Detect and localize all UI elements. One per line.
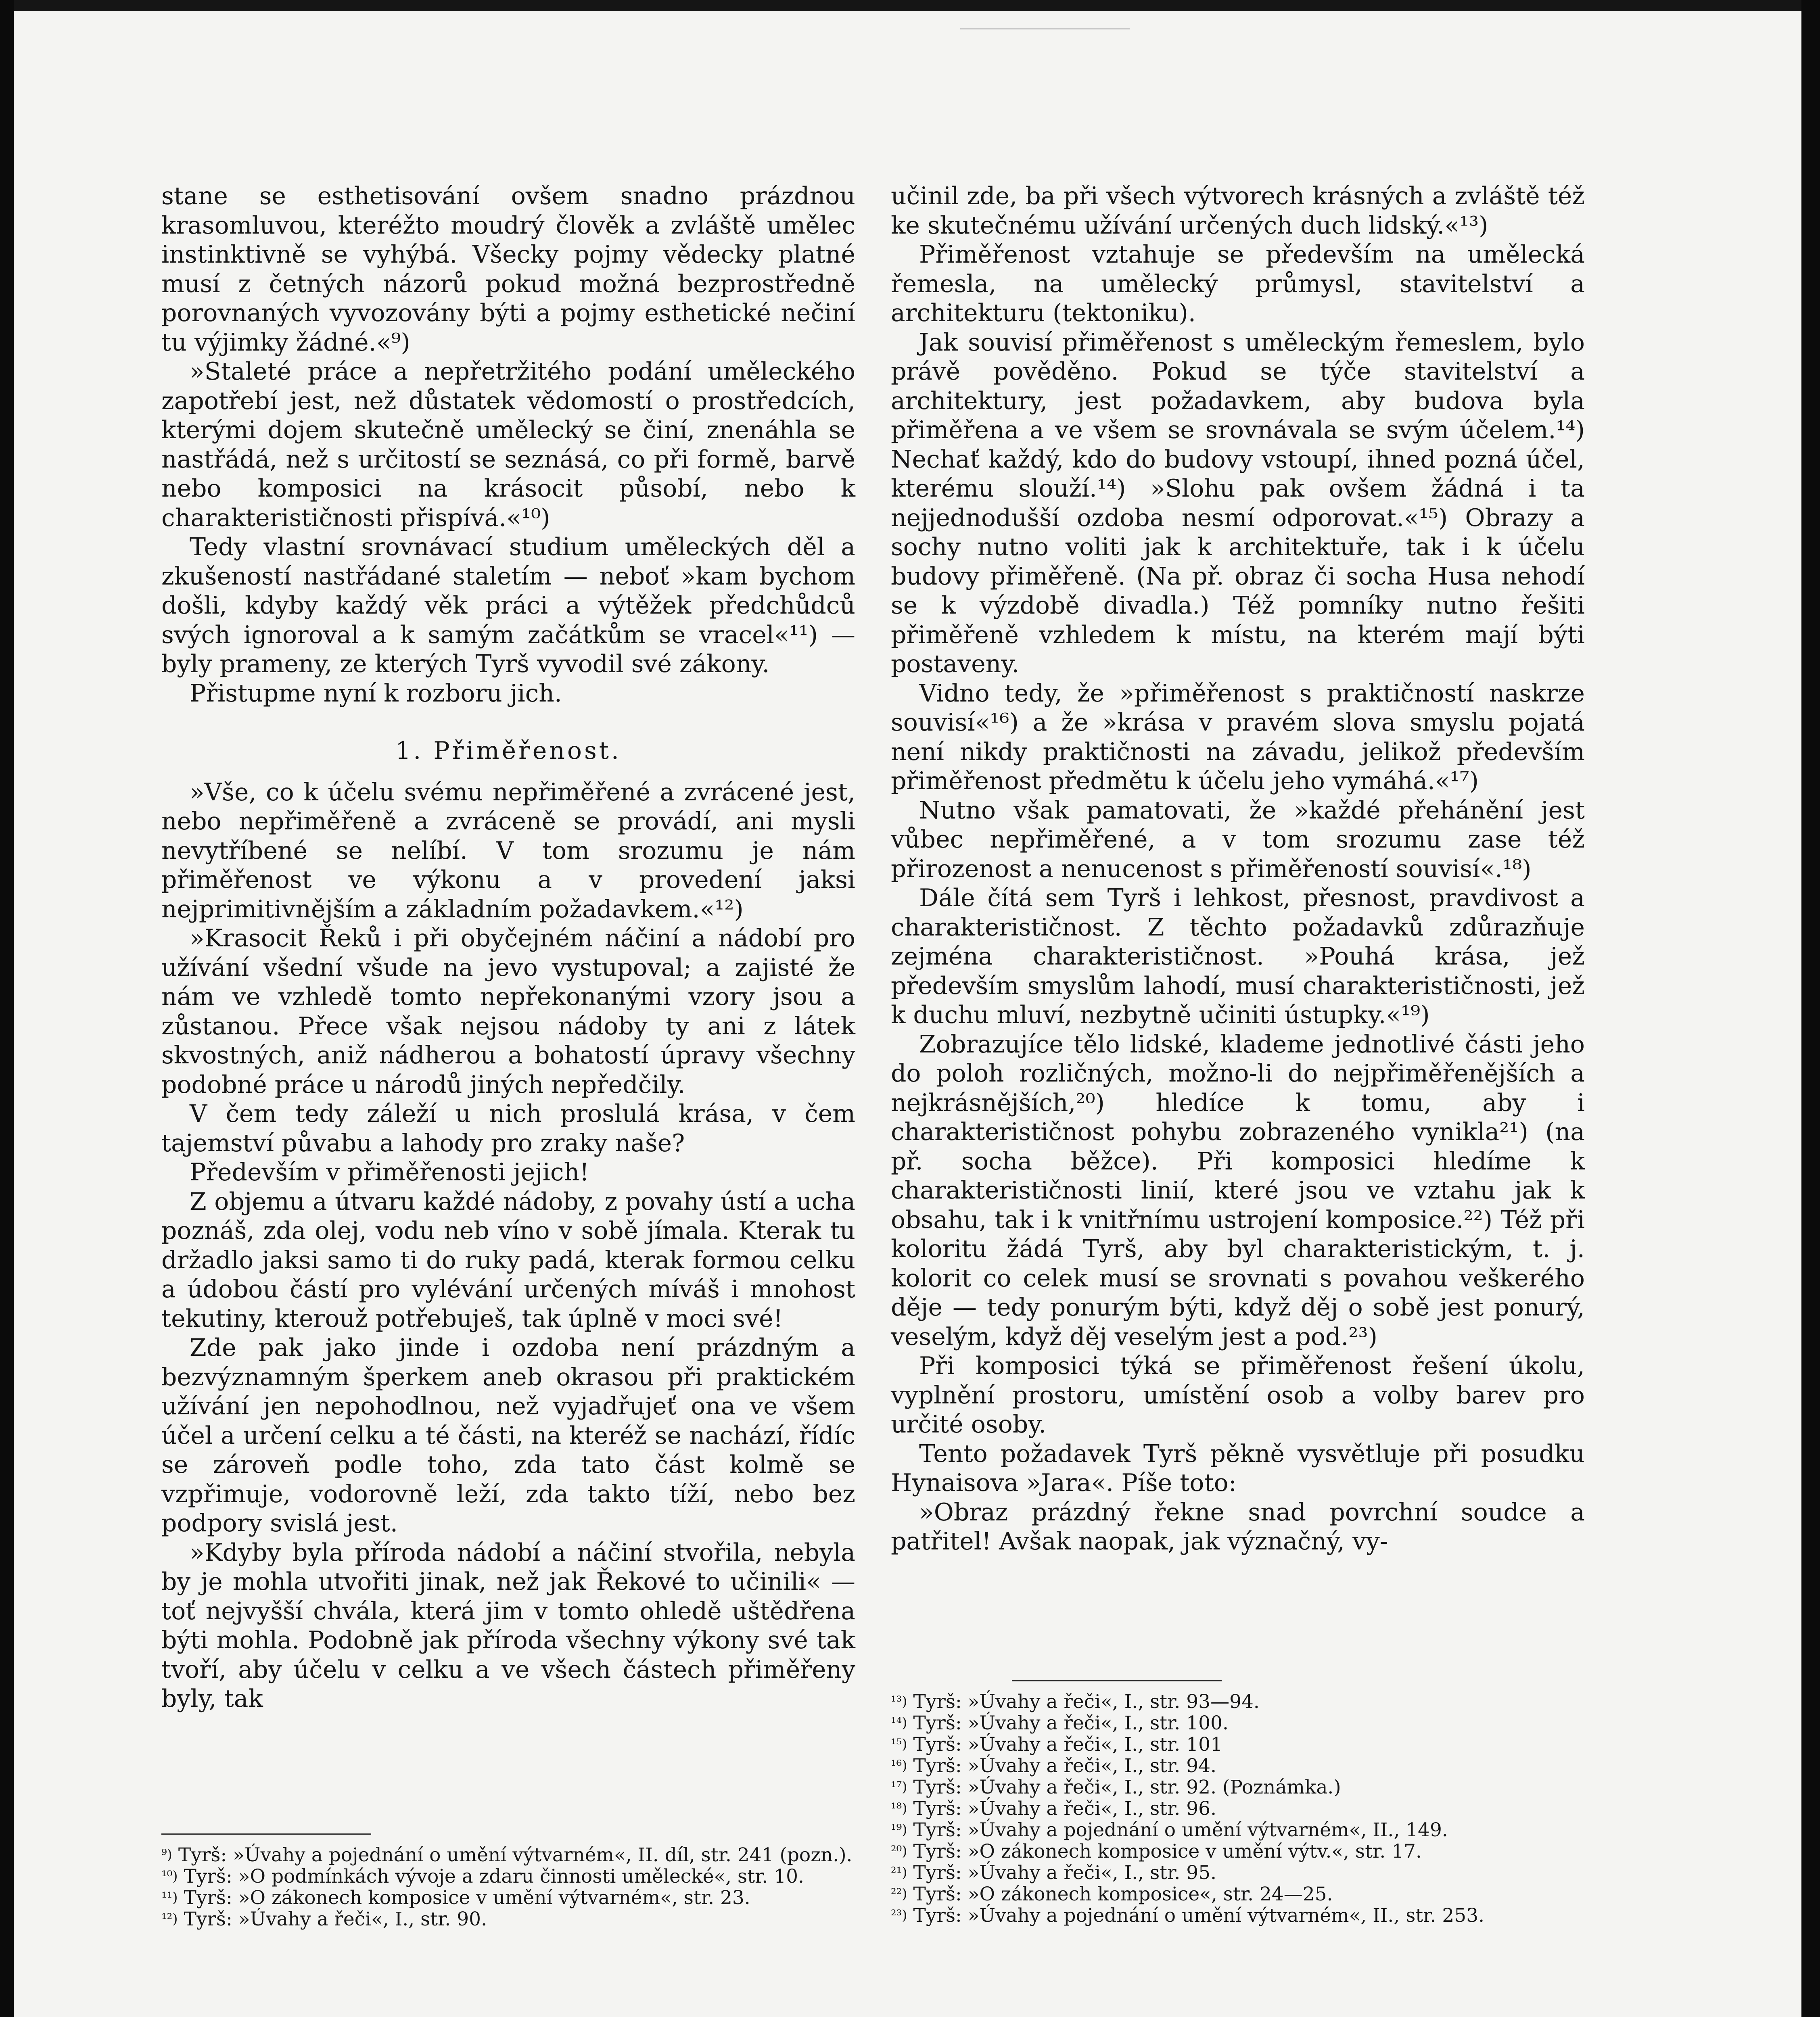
footnote: [891, 1734, 1585, 1755]
paragraph: V čem tedy záleží u nich proslulá krása, v čem tajemství půvabu a lahody pro zraky naše?: [161, 1100, 855, 1157]
paragraph: Přiměřenost vztahuje se především na umělecká řemesla, na umělecký průmysl, stavitelství a architekturu (tektoniku).: [891, 240, 1585, 327]
footnote-text: Tyrš: »O zákonech komposice v umění výtv.«, str. 17.: [913, 1840, 1422, 1862]
footnote-number: ²¹): [891, 1865, 907, 1881]
footnote-text: Tyrš: »Úvahy a řeči«, I., str. 101: [913, 1733, 1222, 1756]
footnote: [161, 1866, 855, 1887]
paragraph: Dále čítá sem Tyrš i lehkost, přesnost, pravdivost a charakterističnost. Z těchto požadavků zdůrazňuje zejména charakterističnost. »Pouhá krása, jež především smyslům lahodí, musí charakterističnosti, jež k duchu mluví, nezbytně učiniti ústupky.«¹⁹): [891, 884, 1585, 1029]
footnote-rule: [1012, 1680, 1222, 1681]
paragraph: Zde pak jako jinde i ozdoba není prázdným a bezvýznamným šperkem aneb okrasou při praktickém užívání jen nepohodlnou, než vyjadřujeť ona ve všem účel a určení celku a té části, na kteréž se nachází, řídíc se zároveň podle toho, zda tato část kolmě se vzpřimuje, vodorovně leží, zda takto tíží, nebo bez podpory svislá jest.: [161, 1334, 855, 1537]
paragraph: Tedy vlastní srovnávací studium uměleckých děl a zkušeností nastřádané staletím — neboť »kam bychom došli, kdyby každý věk práci a výtěžek předchůdců svých ignoroval a k samým začátkům se vracel«¹¹) — byly prameny, ze kterých Tyrš vyvodil své zákony.: [161, 533, 855, 678]
footnote-text: Tyrš: »Úvahy a řeči«, I., str. 95.: [913, 1862, 1217, 1884]
footnote-number: ¹²): [161, 1911, 178, 1927]
footnote: [891, 1691, 1585, 1712]
paragraph: stane se esthetisování ovšem snadno prázdnou krasomluvou, kteréžto moudrý člověk a zvláště umělec instinktivně se vyhýbá. Všecky pojmy vědecky platné musí z četných názorů pokud možná bezprostředně porovnaných vyvozovány býti a pojmy esthetické nečiní tu výjimky žádné.«⁹): [161, 182, 855, 357]
paragraph: Z objemu a útvaru každé nádoby, z povahy ústí a ucha poznáš, zda olej, vodu neb víno v sobě jímala. Kterak tu držadlo jaksi samo ti do ruky padá, kterak formou celku a údobou částí pro vylévání určených míváš i mnohost tekutiny, kterouž potřebuješ, tak úplně v moci své!: [161, 1187, 855, 1333]
paragraph: Vidno tedy, že »přiměřenost s praktičností naskrze souvisí«¹⁶) a že »krása v pravém slova smyslu pojatá není nikdy praktičnosti na závadu, jelikož především přiměřenost předmětu k účelu jeho vymáhá.«¹⁷): [891, 679, 1585, 795]
footnote: [891, 1712, 1585, 1734]
right-footnote-list: [891, 1691, 1585, 1926]
footnote-number: ²⁰): [891, 1843, 907, 1859]
footnote-text: Tyrš: »O podmínkách vývoje a zdaru činnosti umělecké«, str. 10.: [184, 1865, 804, 1888]
right-footnotes: [891, 1680, 1585, 1926]
right-column: [891, 182, 1585, 1556]
footnote-number: ¹⁹): [891, 1822, 907, 1838]
paragraph: Přistupme nyní k rozboru jich.: [190, 679, 562, 708]
left-footnote-list: [161, 1844, 855, 1930]
section-heading: 1. Přiměřenost.: [395, 737, 621, 765]
footnote: [891, 1841, 1585, 1862]
footnote-number: ¹⁰): [161, 1868, 178, 1884]
footnote: [161, 1908, 855, 1930]
paragraph: Především v přiměřenosti jejich!: [190, 1158, 589, 1186]
footnote: [161, 1844, 855, 1866]
footnote-number: ⁹): [161, 1847, 172, 1863]
footnote-text: Tyrš: »Úvahy a pojednání o umění výtvarném«, II., 149.: [913, 1819, 1448, 1841]
footnote-text: Tyrš: »Úvahy a řeči«, I., str. 90.: [184, 1908, 487, 1930]
paragraph: »Kdyby byla příroda nádobí a náčiní stvořila, nebyla by je mohla utvořiti jinak, než jak Řekové to učinili« — toť nejvyšší chvála, která jim v tomto ohledě uštědřena býti mohla. Podobně jak příroda všechny výkony své tak tvoří, aby účelu v celku a ve všech částech přiměřeny byly, tak: [161, 1538, 855, 1713]
footnote-text: Tyrš: »Úvahy a řeči«, I., str. 96.: [913, 1798, 1217, 1820]
paragraph: »Staleté práce a nepřetržitého podání uměleckého zapotřebí jest, než důstatek vědomostí o prostředcích, kterými dojem skutečně umělecký se činí, znenáhla se nastřádá, než s určitostí se seznásá, co při formě, barvě nebo komposici na krásocit působí, nebo k charakterističnosti přispívá.«¹⁰): [161, 357, 855, 532]
left-paragraphs: [161, 182, 855, 708]
footnote-number: ¹⁷): [891, 1779, 907, 1795]
footnote: [161, 1887, 855, 1908]
footnote: [891, 1819, 1585, 1841]
footnote: [891, 1755, 1585, 1777]
footnote: [891, 1777, 1585, 1798]
footnote-number: ²³): [891, 1907, 907, 1923]
footnote-number: ¹⁸): [891, 1800, 907, 1817]
paragraph: Zobrazujíce tělo lidské, klademe jednotlivé části jeho do poloh rozličných, možno-li do nejpřiměřenějších a nejkrásnějších,²⁰) hledíce k tomu, aby i charakterističnost pohybu zobrazeného vynikla²¹) (na př. socha běžce). Při komposici hledíme k charakterističnosti linií, které jsou ve vztahu jak k obsahu, tak i k vnitřnímu ustrojení komposice.²²) Též při koloritu žádá Tyrš, aby byl charakteristickým, t. j. kolorit co celek musí se srovnati s povahou veškerého děje — tedy ponurým býti, když děj o sobě jest ponurý, veselým, když děj veselým jest a pod.²³): [891, 1030, 1585, 1351]
footnote-text: Tyrš: »Úvahy a řeči«, I., str. 94.: [913, 1755, 1217, 1777]
paragraph: Jak souvisí přiměřenost s uměleckým řemeslem, bylo právě pověděno. Pokud se týče stavitelství a architektury, jest požadavkem, aby budova byla přiměřena a ve všem se srovnávala se svým účelem.¹⁴) Nechať každý, kdo do budovy vstoupí, ihned pozná účel, kterému slouží.¹⁴) »Slohu pak ovšem žádná i ta nejjednodušší ozdoba nesmí odporovat.«¹⁵) Obrazy a sochy nutno voliti jak k architektuře, tak i k účelu budovy přiměřeně. (Na př. obraz či socha Husa nehodí se k výzdobě divadla.) Též pomníky nutno řešiti přiměřeně vzhledem k místu, na kterém mají býti postaveny.: [891, 328, 1585, 678]
footnote-number: ¹⁶): [891, 1758, 907, 1774]
footnote-text: Tyrš: »Úvahy a řeči«, I., str. 100.: [913, 1712, 1229, 1734]
paragraph: »Obraz prázdný řekne snad povrchní soudce a patřitel! Avšak naopak, jak význačný, vy-: [891, 1498, 1585, 1556]
paragraph: »Vše, co k účelu svému nepřiměřené a zvrácené jest, nebo nepřiměřeně a zvráceně se provádí, ani mysli nevytříbené se nelíbí. V tom srozumu je nám přiměřenost ve výkonu a v provedení jaksi nejprimitivnějším a základním požadavkem.«¹²): [161, 778, 855, 923]
paragraph: učinil zde, ba při všech výtvorech krásných a zvláště též ke skutečnému užívání určených duch lidský.«¹³): [891, 182, 1585, 240]
footnote-rule: [161, 1833, 371, 1835]
footnote-text: Tyrš: »Úvahy a řeči«, I., str. 93—94.: [913, 1691, 1260, 1713]
footnote-text: Tyrš: »O zákonech komposice«, str. 24—25.: [913, 1883, 1333, 1905]
footnote-number: ¹³): [891, 1693, 907, 1710]
paragraph: Nutno však pamatovati, že »každé přehánění jest vůbec nepřiměřené, a v tom srozumu zase též přirozenost a nenucenost s přiměřeností souvisí«.¹⁸): [891, 796, 1585, 883]
footnote-number: ¹⁵): [891, 1736, 907, 1752]
left-paragraphs-continued: [161, 778, 855, 1714]
footnote-text: Tyrš: »Úvahy a pojednání o umění výtvarném«, II., str. 253.: [913, 1904, 1485, 1927]
paragraph: »Krasocit Řeků i při obyčejném náčiní a nádobí pro užívání všední všude na jevo vystupoval; a zajisté že nám ve vzhledě tomto nepřekonanými vzory jsou a zůstanou. Přece však nejsou nádoby ty ani z látek skvostných, aniž nádherou a bohatostí úpravy všechny podobné práce u národů jiných nepředčily.: [161, 924, 855, 1099]
footnote-number: ¹⁴): [891, 1715, 907, 1731]
footnote: [891, 1862, 1585, 1883]
footnote-text: Tyrš: »Úvahy a pojednání o umění výtvarném«, II. díl, str. 241 (pozn.).: [178, 1844, 853, 1866]
right-paragraphs: [891, 182, 1585, 1556]
footnote: [891, 1798, 1585, 1819]
footnote-text: Tyrš: »Úvahy a řeči«, I., str. 92. (Poznámka.): [913, 1776, 1341, 1798]
footnote-number: ²²): [891, 1886, 907, 1902]
footnote: [891, 1905, 1585, 1926]
footnote: [891, 1883, 1585, 1905]
scan-border-right: [1801, 0, 1820, 2017]
paragraph: Při komposici týká se přiměřenost řešení úkolu, vyplnění prostoru, umístění osob a volby barev pro určité osoby.: [891, 1352, 1585, 1439]
left-column: [161, 182, 855, 1714]
faint-header-mark: [960, 16, 1130, 29]
left-footnotes: [161, 1833, 855, 1930]
scan-border-top: [0, 0, 1820, 11]
footnote-text: Tyrš: »O zákonech komposice v umění výtvarném«, str. 23.: [184, 1887, 750, 1909]
scan-border-left: [0, 0, 14, 2017]
footnote-number: ¹¹): [161, 1890, 178, 1906]
paragraph: Tento požadavek Tyrš pěkně vysvětluje při posudku Hynaisova »Jara«. Píše toto:: [891, 1439, 1585, 1497]
